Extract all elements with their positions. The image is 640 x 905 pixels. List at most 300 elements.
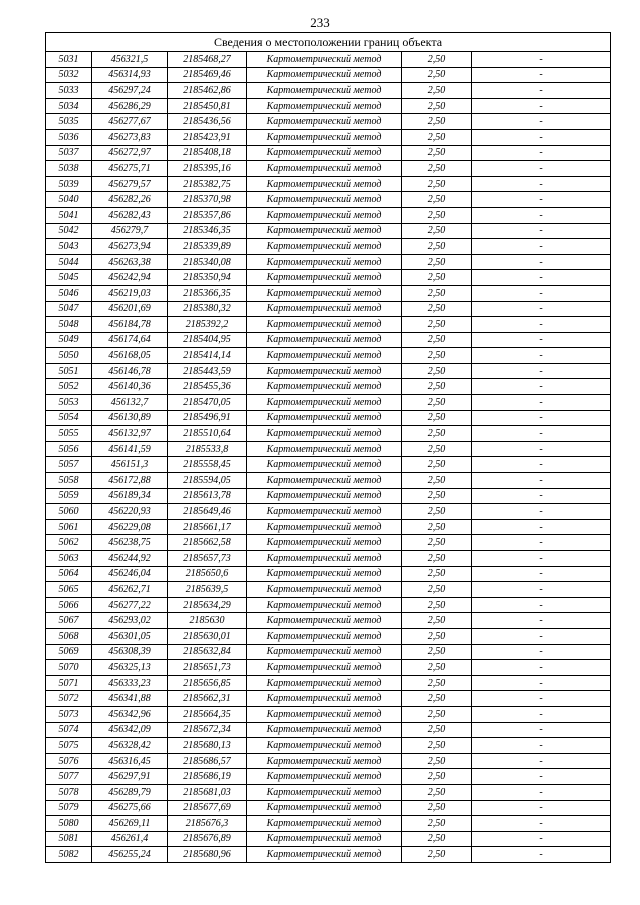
x-coordinate-cell: 456279,57 xyxy=(92,176,168,192)
table-row xyxy=(46,535,611,551)
x-coordinate-cell: 456286,29 xyxy=(92,98,168,114)
description-cell: - xyxy=(472,504,611,520)
method-cell: Картометрический метод xyxy=(247,722,402,738)
description-cell: - xyxy=(472,566,611,582)
table-row xyxy=(46,566,611,582)
y-coordinate-cell: 2185414,14 xyxy=(168,348,247,364)
point-number-cell: 5045 xyxy=(46,270,92,286)
description-cell: - xyxy=(472,332,611,348)
x-coordinate-cell: 456262,71 xyxy=(92,582,168,598)
description-cell: - xyxy=(472,551,611,567)
y-coordinate-cell: 2185510,64 xyxy=(168,426,247,442)
x-coordinate-cell: 456132,7 xyxy=(92,395,168,411)
description-cell: - xyxy=(472,613,611,629)
y-coordinate-cell: 2185677,69 xyxy=(168,800,247,816)
table-row xyxy=(46,753,611,769)
table-row xyxy=(46,457,611,473)
method-cell: Картометрический метод xyxy=(247,254,402,270)
x-coordinate-cell: 456220,93 xyxy=(92,504,168,520)
y-coordinate-cell: 2185408,18 xyxy=(168,145,247,161)
table-row xyxy=(46,644,611,660)
description-cell: - xyxy=(472,426,611,442)
description-cell: - xyxy=(472,83,611,99)
table-row xyxy=(46,192,611,208)
description-cell: - xyxy=(472,285,611,301)
point-number-cell: 5048 xyxy=(46,317,92,333)
accuracy-cell: 2,50 xyxy=(402,52,472,68)
method-cell: Картометрический метод xyxy=(247,332,402,348)
x-coordinate-cell: 456333,23 xyxy=(92,675,168,691)
description-cell: - xyxy=(472,301,611,317)
point-number-cell: 5042 xyxy=(46,223,92,239)
description-cell: - xyxy=(472,317,611,333)
x-coordinate-cell: 456246,04 xyxy=(92,566,168,582)
accuracy-cell: 2,50 xyxy=(402,114,472,130)
accuracy-cell: 2,50 xyxy=(402,410,472,426)
description-cell: - xyxy=(472,145,611,161)
point-number-cell: 5081 xyxy=(46,831,92,847)
method-cell: Картометрический метод xyxy=(247,67,402,83)
table-row xyxy=(46,769,611,785)
description-cell: - xyxy=(472,660,611,676)
y-coordinate-cell: 2185533,8 xyxy=(168,441,247,457)
table-row xyxy=(46,722,611,738)
x-coordinate-cell: 456308,39 xyxy=(92,644,168,660)
point-number-cell: 5069 xyxy=(46,644,92,660)
y-coordinate-cell: 2185423,91 xyxy=(168,129,247,145)
y-coordinate-cell: 2185672,34 xyxy=(168,722,247,738)
point-number-cell: 5041 xyxy=(46,207,92,223)
x-coordinate-cell: 456130,89 xyxy=(92,410,168,426)
description-cell: - xyxy=(472,223,611,239)
method-cell: Картометрический метод xyxy=(247,145,402,161)
accuracy-cell: 2,50 xyxy=(402,426,472,442)
point-number-cell: 5057 xyxy=(46,457,92,473)
point-number-cell: 5056 xyxy=(46,441,92,457)
accuracy-cell: 2,50 xyxy=(402,223,472,239)
table-row xyxy=(46,114,611,130)
x-coordinate-cell: 456321,5 xyxy=(92,52,168,68)
accuracy-cell: 2,50 xyxy=(402,831,472,847)
method-cell: Картометрический метод xyxy=(247,363,402,379)
accuracy-cell: 2,50 xyxy=(402,176,472,192)
table-row xyxy=(46,254,611,270)
y-coordinate-cell: 2185382,75 xyxy=(168,176,247,192)
x-coordinate-cell: 456189,34 xyxy=(92,488,168,504)
method-cell: Картометрический метод xyxy=(247,753,402,769)
table-row xyxy=(46,145,611,161)
x-coordinate-cell: 456168,05 xyxy=(92,348,168,364)
x-coordinate-cell: 456275,71 xyxy=(92,161,168,177)
x-coordinate-cell: 456184,78 xyxy=(92,317,168,333)
y-coordinate-cell: 2185404,95 xyxy=(168,332,247,348)
method-cell: Картометрический метод xyxy=(247,301,402,317)
x-coordinate-cell: 456273,83 xyxy=(92,129,168,145)
y-coordinate-cell: 2185340,08 xyxy=(168,254,247,270)
x-coordinate-cell: 456229,08 xyxy=(92,519,168,535)
point-number-cell: 5059 xyxy=(46,488,92,504)
method-cell: Картометрический метод xyxy=(247,426,402,442)
description-cell: - xyxy=(472,363,611,379)
point-number-cell: 5071 xyxy=(46,675,92,691)
description-cell: - xyxy=(472,410,611,426)
point-number-cell: 5040 xyxy=(46,192,92,208)
x-coordinate-cell: 456273,94 xyxy=(92,239,168,255)
accuracy-cell: 2,50 xyxy=(402,675,472,691)
description-cell: - xyxy=(472,753,611,769)
table-row xyxy=(46,332,611,348)
accuracy-cell: 2,50 xyxy=(402,285,472,301)
accuracy-cell: 2,50 xyxy=(402,566,472,582)
method-cell: Картометрический метод xyxy=(247,628,402,644)
method-cell: Картометрический метод xyxy=(247,582,402,598)
accuracy-cell: 2,50 xyxy=(402,519,472,535)
description-cell: - xyxy=(472,628,611,644)
point-number-cell: 5046 xyxy=(46,285,92,301)
method-cell: Картометрический метод xyxy=(247,129,402,145)
y-coordinate-cell: 2185613,78 xyxy=(168,488,247,504)
y-coordinate-cell: 2185634,29 xyxy=(168,597,247,613)
accuracy-cell: 2,50 xyxy=(402,784,472,800)
method-cell: Картометрический метод xyxy=(247,816,402,832)
table-row xyxy=(46,784,611,800)
y-coordinate-cell: 2185681,03 xyxy=(168,784,247,800)
description-cell: - xyxy=(472,192,611,208)
point-number-cell: 5050 xyxy=(46,348,92,364)
x-coordinate-cell: 456277,22 xyxy=(92,597,168,613)
accuracy-cell: 2,50 xyxy=(402,504,472,520)
table-row xyxy=(46,239,611,255)
y-coordinate-cell: 2185357,86 xyxy=(168,207,247,223)
x-coordinate-cell: 456293,02 xyxy=(92,613,168,629)
accuracy-cell: 2,50 xyxy=(402,488,472,504)
x-coordinate-cell: 456201,69 xyxy=(92,301,168,317)
method-cell: Картометрический метод xyxy=(247,270,402,286)
accuracy-cell: 2,50 xyxy=(402,254,472,270)
accuracy-cell: 2,50 xyxy=(402,145,472,161)
x-coordinate-cell: 456325,13 xyxy=(92,660,168,676)
x-coordinate-cell: 456174,64 xyxy=(92,332,168,348)
point-number-cell: 5063 xyxy=(46,551,92,567)
method-cell: Картометрический метод xyxy=(247,519,402,535)
point-number-cell: 5047 xyxy=(46,301,92,317)
accuracy-cell: 2,50 xyxy=(402,613,472,629)
x-coordinate-cell: 456279,7 xyxy=(92,223,168,239)
accuracy-cell: 2,50 xyxy=(402,67,472,83)
description-cell: - xyxy=(472,67,611,83)
description-cell: - xyxy=(472,675,611,691)
x-coordinate-cell: 456277,67 xyxy=(92,114,168,130)
x-coordinate-cell: 456272,97 xyxy=(92,145,168,161)
table-row xyxy=(46,129,611,145)
table-title: Сведения о местоположении границ объекта xyxy=(46,33,611,52)
x-coordinate-cell: 456172,88 xyxy=(92,473,168,489)
y-coordinate-cell: 2185662,58 xyxy=(168,535,247,551)
x-coordinate-cell: 456342,09 xyxy=(92,722,168,738)
accuracy-cell: 2,50 xyxy=(402,457,472,473)
y-coordinate-cell: 2185656,85 xyxy=(168,675,247,691)
accuracy-cell: 2,50 xyxy=(402,239,472,255)
description-cell: - xyxy=(472,597,611,613)
point-number-cell: 5078 xyxy=(46,784,92,800)
y-coordinate-cell: 2185496,91 xyxy=(168,410,247,426)
point-number-cell: 5049 xyxy=(46,332,92,348)
table-title-row xyxy=(46,33,611,52)
point-number-cell: 5037 xyxy=(46,145,92,161)
y-coordinate-cell: 2185630 xyxy=(168,613,247,629)
description-cell: - xyxy=(472,535,611,551)
x-coordinate-cell: 456219,03 xyxy=(92,285,168,301)
table-row xyxy=(46,675,611,691)
point-number-cell: 5035 xyxy=(46,114,92,130)
accuracy-cell: 2,50 xyxy=(402,98,472,114)
accuracy-cell: 2,50 xyxy=(402,270,472,286)
x-coordinate-cell: 456282,26 xyxy=(92,192,168,208)
y-coordinate-cell: 2185443,59 xyxy=(168,363,247,379)
point-number-cell: 5076 xyxy=(46,753,92,769)
y-coordinate-cell: 2185676,3 xyxy=(168,816,247,832)
method-cell: Картометрический метод xyxy=(247,675,402,691)
boundary-coordinates-table xyxy=(45,32,611,863)
x-coordinate-cell: 456316,45 xyxy=(92,753,168,769)
description-cell: - xyxy=(472,722,611,738)
table-row xyxy=(46,628,611,644)
table-row xyxy=(46,348,611,364)
table-body xyxy=(46,52,611,863)
accuracy-cell: 2,50 xyxy=(402,535,472,551)
x-coordinate-cell: 456275,66 xyxy=(92,800,168,816)
y-coordinate-cell: 2185346,35 xyxy=(168,223,247,239)
point-number-cell: 5038 xyxy=(46,161,92,177)
y-coordinate-cell: 2185664,35 xyxy=(168,706,247,722)
x-coordinate-cell: 456255,24 xyxy=(92,847,168,863)
point-number-cell: 5070 xyxy=(46,660,92,676)
point-number-cell: 5064 xyxy=(46,566,92,582)
y-coordinate-cell: 2185350,94 xyxy=(168,270,247,286)
method-cell: Картометрический метод xyxy=(247,239,402,255)
table-row xyxy=(46,800,611,816)
point-number-cell: 5054 xyxy=(46,410,92,426)
point-number-cell: 5053 xyxy=(46,395,92,411)
table-row xyxy=(46,660,611,676)
point-number-cell: 5052 xyxy=(46,379,92,395)
table-row xyxy=(46,317,611,333)
point-number-cell: 5068 xyxy=(46,628,92,644)
description-cell: - xyxy=(472,457,611,473)
y-coordinate-cell: 2185558,45 xyxy=(168,457,247,473)
accuracy-cell: 2,50 xyxy=(402,207,472,223)
accuracy-cell: 2,50 xyxy=(402,161,472,177)
y-coordinate-cell: 2185686,57 xyxy=(168,753,247,769)
description-cell: - xyxy=(472,519,611,535)
y-coordinate-cell: 2185686,19 xyxy=(168,769,247,785)
method-cell: Картометрический метод xyxy=(247,847,402,863)
x-coordinate-cell: 456261,4 xyxy=(92,831,168,847)
method-cell: Картометрический метод xyxy=(247,769,402,785)
accuracy-cell: 2,50 xyxy=(402,301,472,317)
description-cell: - xyxy=(472,488,611,504)
y-coordinate-cell: 2185651,73 xyxy=(168,660,247,676)
point-number-cell: 5039 xyxy=(46,176,92,192)
y-coordinate-cell: 2185370,98 xyxy=(168,192,247,208)
method-cell: Картометрический метод xyxy=(247,285,402,301)
method-cell: Картометрический метод xyxy=(247,535,402,551)
description-cell: - xyxy=(472,769,611,785)
table-row xyxy=(46,67,611,83)
table-row xyxy=(46,426,611,442)
accuracy-cell: 2,50 xyxy=(402,691,472,707)
table-row xyxy=(46,488,611,504)
method-cell: Картометрический метод xyxy=(247,114,402,130)
accuracy-cell: 2,50 xyxy=(402,348,472,364)
table-row xyxy=(46,473,611,489)
accuracy-cell: 2,50 xyxy=(402,706,472,722)
description-cell: - xyxy=(472,831,611,847)
y-coordinate-cell: 2185339,89 xyxy=(168,239,247,255)
accuracy-cell: 2,50 xyxy=(402,722,472,738)
method-cell: Картометрический метод xyxy=(247,98,402,114)
point-number-cell: 5072 xyxy=(46,691,92,707)
method-cell: Картометрический метод xyxy=(247,348,402,364)
method-cell: Картометрический метод xyxy=(247,644,402,660)
point-number-cell: 5062 xyxy=(46,535,92,551)
table-row xyxy=(46,706,611,722)
method-cell: Картометрический метод xyxy=(247,706,402,722)
accuracy-cell: 2,50 xyxy=(402,816,472,832)
x-coordinate-cell: 456238,75 xyxy=(92,535,168,551)
y-coordinate-cell: 2185639,5 xyxy=(168,582,247,598)
description-cell: - xyxy=(472,784,611,800)
method-cell: Картометрический метод xyxy=(247,473,402,489)
method-cell: Картометрический метод xyxy=(247,207,402,223)
description-cell: - xyxy=(472,691,611,707)
description-cell: - xyxy=(472,98,611,114)
method-cell: Картометрический метод xyxy=(247,395,402,411)
point-number-cell: 5061 xyxy=(46,519,92,535)
y-coordinate-cell: 2185450,81 xyxy=(168,98,247,114)
table-row xyxy=(46,816,611,832)
y-coordinate-cell: 2185366,35 xyxy=(168,285,247,301)
x-coordinate-cell: 456297,91 xyxy=(92,769,168,785)
y-coordinate-cell: 2185470,05 xyxy=(168,395,247,411)
table-row xyxy=(46,223,611,239)
page-number: 233 xyxy=(310,15,330,30)
point-number-cell: 5031 xyxy=(46,52,92,68)
table-row xyxy=(46,551,611,567)
table-row xyxy=(46,285,611,301)
accuracy-cell: 2,50 xyxy=(402,738,472,754)
description-cell: - xyxy=(472,52,611,68)
y-coordinate-cell: 2185436,56 xyxy=(168,114,247,130)
method-cell: Картометрический метод xyxy=(247,83,402,99)
description-cell: - xyxy=(472,473,611,489)
table-row xyxy=(46,831,611,847)
point-number-cell: 5080 xyxy=(46,816,92,832)
method-cell: Картометрический метод xyxy=(247,504,402,520)
point-number-cell: 5077 xyxy=(46,769,92,785)
description-cell: - xyxy=(472,254,611,270)
description-cell: - xyxy=(472,379,611,395)
accuracy-cell: 2,50 xyxy=(402,847,472,863)
description-cell: - xyxy=(472,129,611,145)
table-row xyxy=(46,738,611,754)
table-row xyxy=(46,52,611,68)
y-coordinate-cell: 2185657,73 xyxy=(168,551,247,567)
method-cell: Картометрический метод xyxy=(247,738,402,754)
description-cell: - xyxy=(472,348,611,364)
point-number-cell: 5075 xyxy=(46,738,92,754)
point-number-cell: 5079 xyxy=(46,800,92,816)
x-coordinate-cell: 456132,97 xyxy=(92,426,168,442)
accuracy-cell: 2,50 xyxy=(402,582,472,598)
table-row xyxy=(46,597,611,613)
accuracy-cell: 2,50 xyxy=(402,597,472,613)
point-number-cell: 5043 xyxy=(46,239,92,255)
point-number-cell: 5074 xyxy=(46,722,92,738)
description-cell: - xyxy=(472,176,611,192)
table-row xyxy=(46,83,611,99)
description-cell: - xyxy=(472,800,611,816)
y-coordinate-cell: 2185632,84 xyxy=(168,644,247,660)
accuracy-cell: 2,50 xyxy=(402,317,472,333)
method-cell: Картометрический метод xyxy=(247,52,402,68)
x-coordinate-cell: 456314,93 xyxy=(92,67,168,83)
point-number-cell: 5036 xyxy=(46,129,92,145)
method-cell: Картометрический метод xyxy=(247,597,402,613)
table-row xyxy=(46,613,611,629)
table-row xyxy=(46,363,611,379)
x-coordinate-cell: 456289,79 xyxy=(92,784,168,800)
table-row xyxy=(46,410,611,426)
accuracy-cell: 2,50 xyxy=(402,129,472,145)
x-coordinate-cell: 456140,36 xyxy=(92,379,168,395)
point-number-cell: 5058 xyxy=(46,473,92,489)
accuracy-cell: 2,50 xyxy=(402,332,472,348)
point-number-cell: 5032 xyxy=(46,67,92,83)
y-coordinate-cell: 2185380,32 xyxy=(168,301,247,317)
method-cell: Картометрический метод xyxy=(247,800,402,816)
description-cell: - xyxy=(472,207,611,223)
x-coordinate-cell: 456297,24 xyxy=(92,83,168,99)
y-coordinate-cell: 2185661,17 xyxy=(168,519,247,535)
method-cell: Картометрический метод xyxy=(247,613,402,629)
description-cell: - xyxy=(472,114,611,130)
point-number-cell: 5082 xyxy=(46,847,92,863)
point-number-cell: 5044 xyxy=(46,254,92,270)
point-number-cell: 5034 xyxy=(46,98,92,114)
x-coordinate-cell: 456244,92 xyxy=(92,551,168,567)
accuracy-cell: 2,50 xyxy=(402,551,472,567)
y-coordinate-cell: 2185469,46 xyxy=(168,67,247,83)
table-row xyxy=(46,379,611,395)
y-coordinate-cell: 2185468,27 xyxy=(168,52,247,68)
table-row xyxy=(46,176,611,192)
y-coordinate-cell: 2185662,31 xyxy=(168,691,247,707)
accuracy-cell: 2,50 xyxy=(402,395,472,411)
y-coordinate-cell: 2185649,46 xyxy=(168,504,247,520)
method-cell: Картометрический метод xyxy=(247,441,402,457)
table-row xyxy=(46,301,611,317)
point-number-cell: 5051 xyxy=(46,363,92,379)
x-coordinate-cell: 456282,43 xyxy=(92,207,168,223)
y-coordinate-cell: 2185594,05 xyxy=(168,473,247,489)
y-coordinate-cell: 2185650,6 xyxy=(168,566,247,582)
point-number-cell: 5055 xyxy=(46,426,92,442)
method-cell: Картометрический метод xyxy=(247,457,402,473)
description-cell: - xyxy=(472,239,611,255)
method-cell: Картометрический метод xyxy=(247,488,402,504)
method-cell: Картометрический метод xyxy=(247,317,402,333)
